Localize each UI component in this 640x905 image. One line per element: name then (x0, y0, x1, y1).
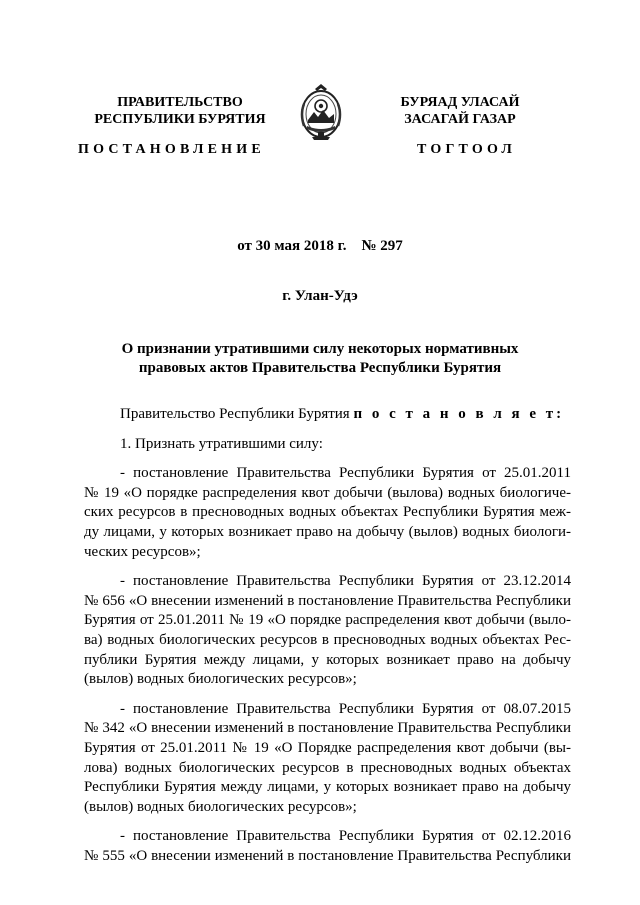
header-right-line2: ЗАСАГАЙ ГАЗАР (404, 112, 516, 127)
text-line: - постановление Правительства Республики Бурятия от 08.07.2015 (120, 700, 571, 717)
text-line: Бурятия от 25.01.2011 № 19 «О порядке распределения квот добычи (вылo- (84, 612, 571, 629)
text-line: № 19 «О порядке распределения квот добычи (вылова) водных биологиче- (84, 484, 571, 501)
text-line: ских ресурсов в пресноводных водных объектах Республики Бурятия меж- (84, 504, 571, 521)
text-line: № 555 «О внесении изменений в постановление Правительства Республики (84, 847, 571, 864)
text-line: ду лицами, у которых возникает право на добычу (вылов) водных биологи- (84, 523, 571, 540)
intro-decree-word: п о с т а н о в л я е т: (353, 406, 565, 422)
title-line-1: О признании утратившими силу некоторых нормативных (121, 341, 519, 357)
document-title (100, 340, 540, 378)
text-line: ва) водных биологических ресурсов в пресноводных водных объектах Рес- (84, 631, 571, 648)
text-line: - постановление Правительства Республики Бурятия от 25.01.2011 (120, 465, 571, 482)
text-line: Бурятия от 25.01.2011 № 19 «О Порядке распределения квот добычи (вы- (84, 739, 571, 756)
doc-type-buryat: ТОГТООЛ (417, 142, 517, 157)
header-left-line1: ПРАВИТЕЛЬСТВО (117, 95, 243, 110)
item-1: 1. Признать утратившими силу: (120, 435, 323, 452)
text-line: - постановление Правительства Республики Бурятия от 02.12.2016 (120, 828, 571, 845)
intro-paragraph (84, 405, 571, 425)
header-right-line1: БУРЯАД УЛАСАЙ (400, 95, 520, 110)
header-left-line2: РЕСПУБЛИКИ БУРЯТИЯ (94, 112, 266, 127)
text-line: лова) водных биологических ресурсов в пресноводных водных объектах (84, 759, 571, 776)
text-line: (вылов) водных биологических ресурсов»; (84, 798, 357, 815)
paragraph-2 (84, 572, 571, 690)
header-right (360, 94, 560, 128)
text-line: - постановление Правительства Республики Бурятия от 23.12.2014 (120, 573, 571, 590)
coat-of-arms-emblem (298, 82, 344, 142)
text-line: ческих ресурсов»; (84, 543, 201, 560)
document-body (84, 405, 571, 876)
paragraph-1 (84, 464, 571, 562)
title-line-2: правовых актов Правительства Республики Бурятия (138, 360, 502, 376)
text-line: (вылов) водных биологических ресурсов»; (84, 671, 357, 688)
text-line: Республики Бурятия между лицами, у которых возникает право на добычу (84, 779, 571, 796)
text-line: публики Бурятия между лицами, у которых возникает право на добычу (84, 651, 571, 668)
intro-text: Правительство Республики Бурятия (120, 406, 354, 422)
city-line: г. Улан-Удэ (282, 288, 358, 304)
doc-type-russian: ПОСТАНОВЛЕНИЕ (78, 142, 265, 157)
text-line: № 656 «О внесении изменений в постановление Правительства Республики (84, 592, 571, 609)
text-line: № 342 «О внесении изменений в постановление Правительства Республики (84, 720, 571, 737)
header-left (80, 94, 280, 128)
paragraph-4 (84, 827, 571, 866)
date-number-line: от 30 мая 2018 г. № 297 (237, 238, 403, 254)
paragraph-3 (84, 700, 571, 818)
